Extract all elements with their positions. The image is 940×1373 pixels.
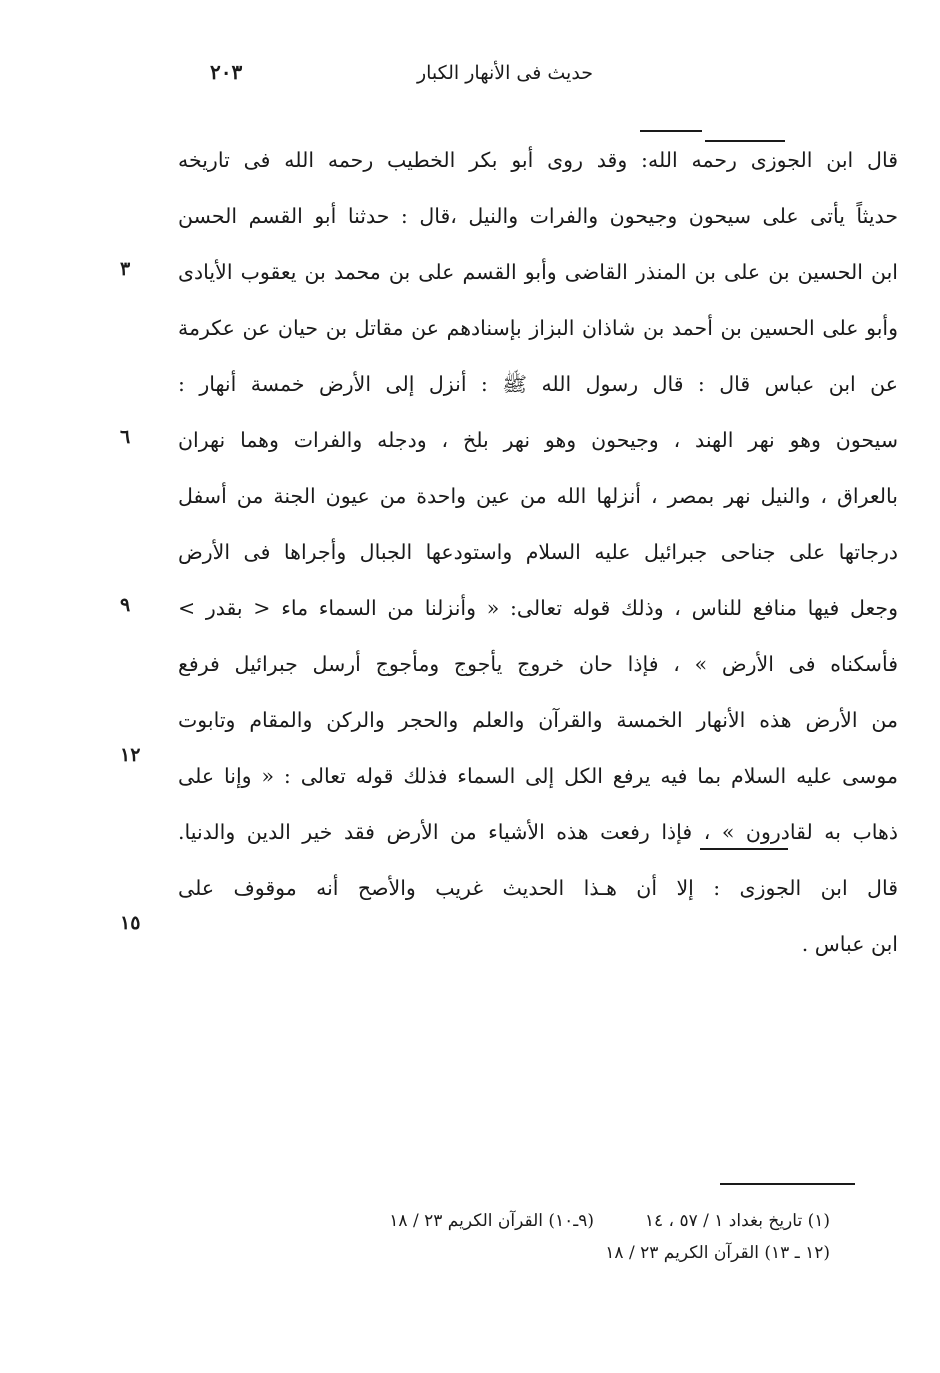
text-line-7: بالعراق ، والنيل نهر بمصر ، أنزلها الله من عين واحدة من عيون الجنة من أسفل — [178, 484, 898, 508]
text-line-10: فأسكناه فى الأرض » ، فإذا حان خروج يأجوج ومأجوج أرسل جبرائيل فرفع — [178, 652, 898, 676]
text-line-15: ابن عباس . — [801, 932, 898, 956]
text-line-11: من الأرض هذه الأنهار الخمسة والقرآن والعلم والحجر والركن والمقام وتابوت — [178, 708, 898, 732]
text-line-13: ذهاب به لقادرون » ، فإذا رفعت هذه الأشياء من الأرض فقد خير الدين والدنيا. — [178, 820, 898, 844]
footnote-1: (١) تاريخ بغداد ١ / ٥٧ ، ١٤ — [644, 1211, 830, 1231]
text-line-5: عن ابن عباس قال : قال رسول الله ﷺ : أنزل إلى الأرض خمسة أنهار : — [178, 372, 898, 396]
footnotes — [230, 1205, 830, 1269]
line-number-3: ٣ — [120, 258, 131, 280]
footnote-9-10: (٩ـ١٠) القرآن الكريم ٢٣ / ١٨ — [389, 1211, 595, 1231]
running-header-title: حديث فى الأنهار الكبار — [416, 62, 594, 84]
text-line-1: قال ابن الجوزى رحمه الله: وقد روى أبو بكر الخطيب رحمه الله فى تاريخه — [178, 148, 898, 172]
line-number-15: ١٥ — [120, 912, 141, 934]
footnote-12-13: (١٢ ـ ١٣) القرآن الكريم ٢٣ / ١٨ — [605, 1243, 830, 1263]
text-line-3: ابن الحسين بن على بن المنذر القاضى وأبو القسم على بن محمد بن يعقوب الأيادى — [178, 260, 898, 284]
text-line-9: وجعل فيها منافع للناس ، وذلك قوله تعالى: « وأنزلنا من السماء ماء < بقدر > — [178, 596, 898, 620]
line-number-9: ٩ — [120, 594, 131, 616]
footnote-line-2 — [230, 1237, 830, 1269]
text-line-4: وأبو على الحسين بن أحمد بن شاذان البزاز بإسنادهم عن مقاتل بن حيان عن عكرمة — [178, 316, 898, 340]
page-number: ٢٠٣ — [210, 60, 243, 84]
text-line-14: قال ابن الجوزى : إلا أن هـذا الحديث غريب والأصح أنه موقوف على — [178, 876, 898, 900]
text-line-12: موسى عليه السلام بما فيه يرفع الكل إلى السماء فذلك قوله تعالى : « وإنا على — [178, 764, 898, 788]
text-line-2: حديثاً يأتى على سيحون وجيحون والفرات والنيل ،قال : حدثنا أبو القسم الحسن — [178, 204, 898, 228]
footnote-line-1 — [230, 1205, 830, 1237]
footnote-separator — [720, 1183, 855, 1185]
line-number-6: ٦ — [120, 426, 131, 448]
text-line-6: سيحون وهو نهر الهند ، وجيحون وهو نهر بلخ ، ودجله والفرات وهما نهران — [178, 428, 898, 452]
line-number-12: ١٢ — [120, 744, 141, 766]
text-line-8: درجاتها على جناحى جبرائيل عليه السلام واستودعها الجبال وأجراها فى الأرض — [178, 540, 898, 564]
body-text — [178, 132, 898, 972]
